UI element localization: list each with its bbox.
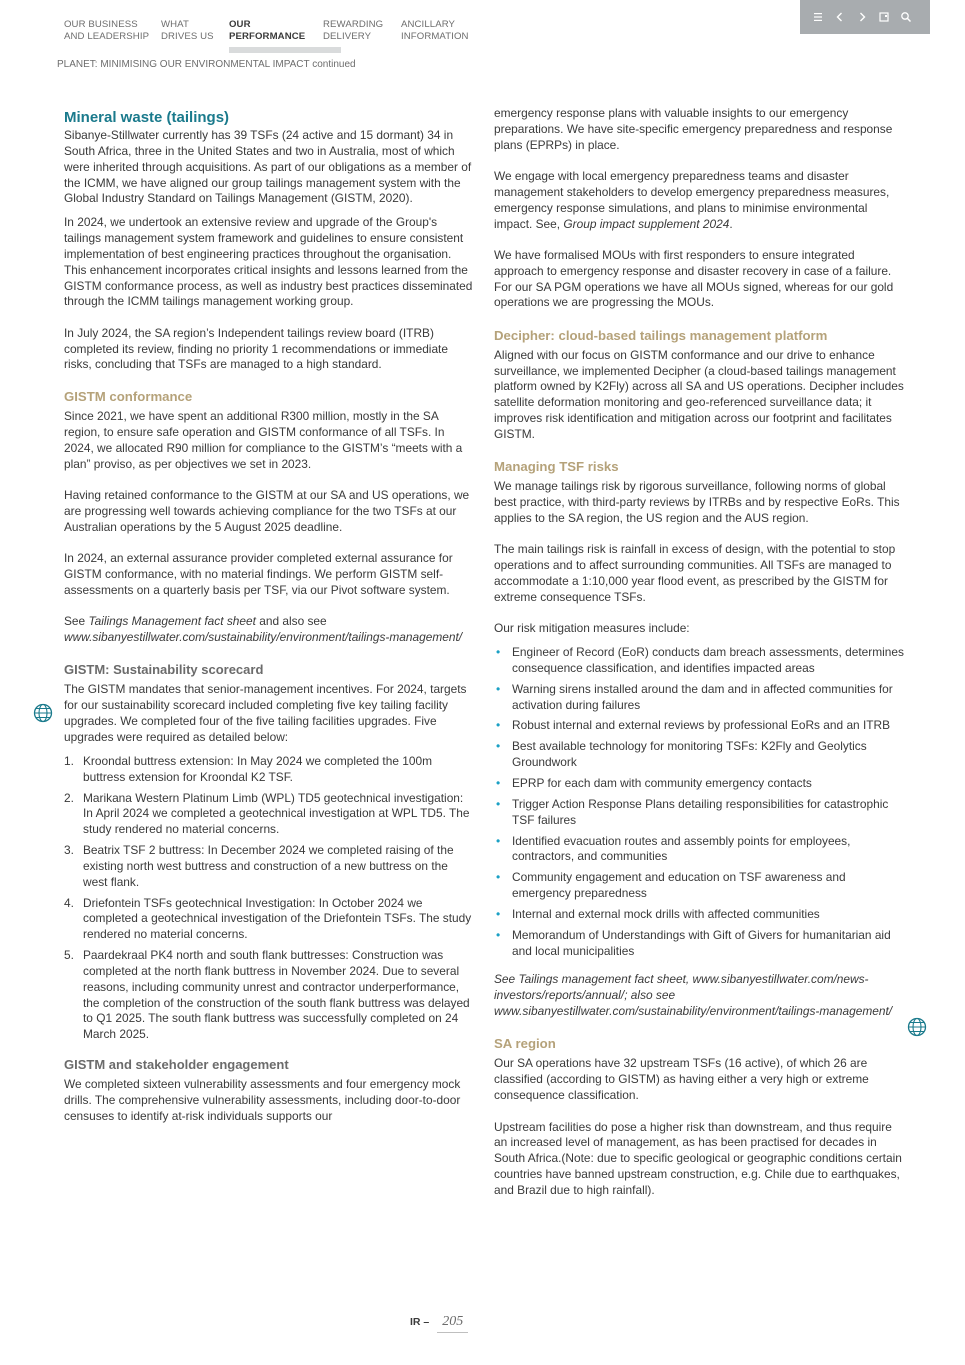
website-link[interactable]: www.sibanyestillwater.com/sustainability/environment/tailings-management/ (64, 630, 463, 645)
bullet-icon: • (496, 870, 501, 885)
list-item: 1. Kroondal buttress extension: In May 2024 we completed the 100m buttress extension for Kroondal K2 TSF. (64, 753, 432, 784)
heading-managing-risks: Managing TSF risks (494, 459, 619, 475)
nav-tab-ancillary[interactable]: ANCILLARY INFORMATION (401, 19, 469, 42)
paragraph: The GISTM mandates that senior-management incentives. For 2024, targets for our sustainability scorecard included completing five key tailing facility upgrades. We completed four of the five tailing facilities upgrades. Five upgrades were required as detailed below: (64, 682, 467, 744)
paragraph: We engage with local emergency preparedness teams and disaster management stakeholders to develop emergency preparedness measures, emergency response simulations, and plans to minimise environmental impact. See, Group impact supplement 2024. (494, 169, 890, 231)
bullet-icon: • (496, 776, 501, 790)
fact-sheet-link[interactable]: Tailings Management fact sheet (88, 614, 256, 629)
list-item: • Memorandum of Understandings with Gift of Givers for humanitarian aid and local municipalities (496, 927, 891, 958)
bullet-icon: • (496, 739, 501, 754)
list-item: 3. Beatrix TSF 2 buttress: In December 2024 we completed raising of the existing north west buttress and construction of a new buttress on the west flank. (64, 843, 454, 889)
right-column (494, 106, 906, 1214)
menu-icon[interactable] (811, 10, 824, 24)
top-nav (64, 19, 491, 50)
list-item: 2. Marikana Western Platinum Limb (WPL) TD5 geotechnical investigation: In April 2024 we completed a geotechnical investigation at WPL TD5. The study rendered no material concerns. (64, 790, 470, 837)
list-item: • EPRP for each dam with community emergency contacts (496, 776, 812, 790)
list-item: • Trigger Action Response Plans detailing responsibilities for catastrophic TSF failures (496, 796, 889, 827)
search-icon[interactable] (899, 10, 912, 24)
nav-tab-rewarding[interactable]: REWARDING DELIVERY (323, 19, 384, 42)
heading-decipher: Decipher: cloud-based tailings management platform (494, 327, 828, 343)
bullet-icon: • (496, 718, 501, 733)
see-also: See Tailings Management fact sheet and also see www.sibanyestillwater.com/sustainability/environment/tailings-management/ (64, 614, 463, 645)
paragraph: Sibanye-Stillwater currently has 39 TSFs (24 active and 15 dormant) 34 in South Africa, three in the United States and two in Australia, most of which were inherited through acquisitions. As part of our obligations as a member of the ICMM, we have aligned our group tailings management system with the Global Industry Standard on Tailings Management (GISTM, 2020). (64, 128, 472, 206)
list-item: 5. Paardekraal PK4 north and south flank buttresses: Construction was completed at the north flank buttress in November 2024. Due to several reasons, including community unrest and contractor underperformance, the completion of the construction of the south flank buttress was delayed to Q1 2025. The south flank buttress was successfully completed on 24 March 2025. (64, 948, 470, 1042)
upgrade-list (64, 754, 475, 1043)
heading-scorecard: GISTM: Sustainability scorecard (64, 662, 264, 678)
paragraph: We manage tailings risk by rigorous surveillance, following norms of global best practice, with third-party reviews by ITRBs and by respective EoRs. This applies to the SA region, the US region and the AUS region. (494, 479, 900, 526)
paragraph: Since 2021, we have spent an additional R300 million, mostly in the SA region, to ensure safe operation and GISTM conformance of all TSFs. In 2024, we allocated R90 million for compliance to the GISTM’s “meets with a plan” proviso, as per objectives we set in 2023. (64, 409, 463, 471)
contents-icon[interactable] (877, 10, 890, 24)
section-title: Mineral waste (tailings) (64, 109, 230, 126)
bullet-icon: • (496, 927, 501, 942)
heading-gistm-conformance: GISTM conformance (64, 389, 193, 405)
paragraph: Aligned with our focus on GISTM conformance and our drive to enhance surveillance, we implemented Decipher (a cloud-based tailings management platform owned by K2Fly) across all SA and US operations. Decipher includes satellite deformation monitoring and geo-referenced surveillance data; it improves risk identification and mitigation across our footprint and facilitates GISTM. (494, 347, 904, 441)
supplement-link[interactable]: Group impact supplement 2024 (563, 216, 730, 231)
paragraph: emergency response plans with valuable insights to our emergency preparations. We have site-specific emergency preparedness and response plans (EPRPs) in place. (494, 106, 893, 152)
paragraph: Our risk mitigation measures include: (494, 621, 690, 636)
risk-measures-list (494, 645, 906, 959)
paragraph: The main tailings risk is rainfall in excess of design, with the potential to stop operations and to affect surrounding communities. All TSFs are managed to accommodate a 1:10,000 year flood event, as prescribed by the GISTM for extreme consequence TSFs. (494, 542, 896, 604)
paragraph: We completed sixteen vulnerability assessments and four emergency mock drills. The comprehensive vulnerability assessments, including door-to-door censuses to identify at-risk individuals supports our (64, 1077, 461, 1123)
paragraph: We have formalised MOUs with first responders to ensure integrated approach to emergency response and disaster recovery in case of a failure. For our SA PGM operations we have all MOUs signed, whereas for our gold operations we are progressing the MOUs. (494, 247, 894, 310)
list-item: • Best available technology for monitoring TSFs: K2Fly and Geolytics Groundwork (496, 739, 867, 770)
globe-icon[interactable] (33, 703, 53, 723)
paragraph: Having retained conformance to the GISTM at our SA and US operations, we are progressing well towards achieving compliance for the two TSFs at our Australian operations by the 5 August 2025 deadline. (64, 488, 470, 534)
list-item: • Warning sirens installed around the dam and in affected communities for activation during failures (496, 681, 893, 712)
paragraph: Our SA operations have 32 upstream TSFs (16 active), of which 26 are classified (according to GISTM) as having either a very high or extreme consequence classification. (494, 1056, 869, 1103)
list-item: • Robust internal and external reviews by professional EoRs and an ITRB (496, 718, 891, 733)
list-item: • Identified evacuation routes and assembly points for employees, contractors, and communities (496, 833, 851, 864)
paragraph: In July 2024, the SA region’s Independent tailings review board (ITRB) completed its review, finding no priority 1 recommendations or immediate risks, concluding that TSFs are managed to a high standard. (64, 325, 448, 372)
nav-tab-performance[interactable]: OUR PERFORMANCE (229, 19, 323, 50)
bullet-icon: • (496, 645, 501, 660)
globe-icon[interactable] (907, 1017, 927, 1037)
nav-tab-business[interactable]: OUR BUSINESS AND LEADERSHIP (64, 19, 150, 42)
list-item: • Engineer of Record (EoR) conducts dam breach assessments, determines consequence classification, and identifies impacted areas (496, 645, 904, 675)
bullet-icon: • (496, 796, 501, 811)
bullet-icon: • (496, 833, 501, 848)
left-column (64, 106, 475, 1140)
bullet-icon: • (496, 906, 501, 921)
heading-sa-region: SA region (494, 1036, 556, 1052)
bullet-icon: • (496, 681, 501, 696)
chevron-right-icon[interactable] (855, 10, 868, 24)
page-number: 205 (437, 1314, 468, 1333)
toolbar (800, 0, 930, 34)
footer-label: IR – (410, 1316, 430, 1328)
list-item: • Community engagement and education on TSF awareness and emergency preparedness (496, 870, 846, 901)
list-item: • Internal and external mock drills with affected communities (496, 906, 820, 921)
breadcrumb: PLANET: MINIMISING OUR ENVIRONMENTAL IMPACT continued (57, 59, 356, 70)
nav-tab-drives[interactable]: WHAT DRIVES US (161, 19, 214, 42)
page-footer (410, 1314, 468, 1333)
paragraph: In 2024, an external assurance provider completed external assurance for GISTM conformance, with no material findings. We perform GISTM self-assessments on a quarterly basis per TSF, via our Pivot software system. (64, 551, 453, 597)
list-item: 4. Driefontein TSFs geotechnical Investigation: In October 2024 we completed a geotechnical investigation of the Driefontein TSFs. The study rendered no material concerns. (64, 895, 472, 942)
chevron-left-icon[interactable] (833, 10, 846, 24)
heading-stakeholder: GISTM and stakeholder engagement (64, 1057, 289, 1073)
see-also: See Tailings management fact sheet, www.sibanyestillwater.com/news-investors/reports/annual/; also see www.sibanyestillwater.com/sustainability/environment/tailings-management/ (494, 972, 893, 1019)
paragraph: Upstream facilities do pose a higher risk than downstream, and thus require an increased level of management, as has been practised for decades in South Africa.(Note: due to specific geological or geographic conditions certain countries have banned upstream construction, e.g. Chile due to earthquakes, and Brazil due to high rainfall). (494, 1119, 902, 1197)
paragraph: In 2024, we undertook an extensive review and upgrade of the Group's tailings management system framework and guidelines to ensure consistent implementation of best engineering practices throughout the organisation. This enhancement incorporates critical insights and lessons learned from the GISTM conformance process, as well as industry best practices disseminated through the ICMM tailings management working group. (64, 215, 473, 309)
